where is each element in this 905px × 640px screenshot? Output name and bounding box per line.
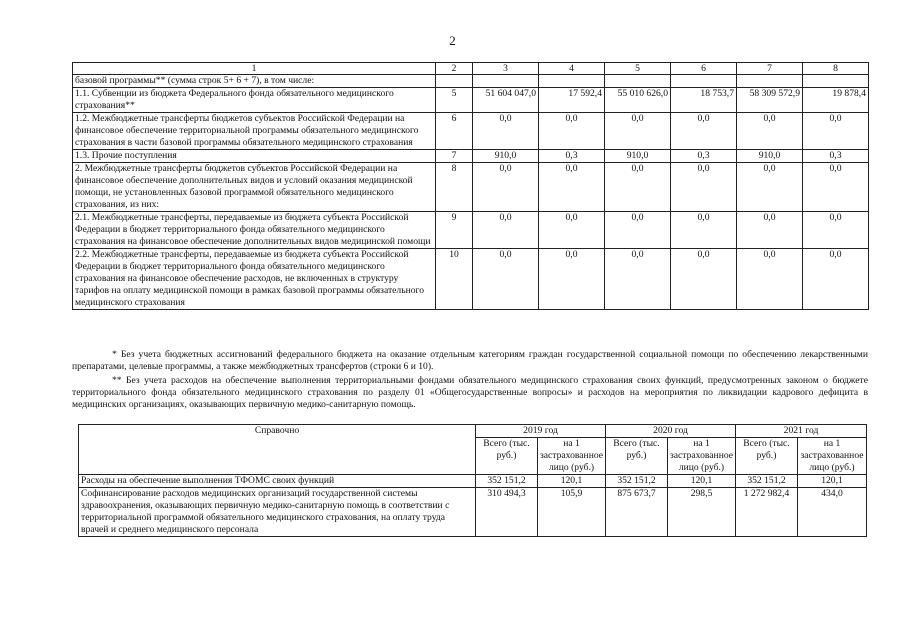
value-cell: 0,0 [539,113,605,150]
table-row [73,88,869,113]
col-total-header: Всего (тыс. руб.) [736,438,798,475]
value-cell: 310 494,3 [476,488,538,537]
value-cell [803,75,869,88]
value-cell [473,75,539,88]
row-label: 2.2. Межбюджетные трансферты, передаваемые из бюджета субъекта Российской Федерации в бюджет территориального фонда обязательного медицинского страхования на финансовое обеспечение расходов, не включенных в структуру тарифов на оплату медицинской помощи в рамках базовой программы обязательного медицинского страхования [73,249,436,310]
value-cell: 0,0 [671,163,737,212]
year-header: 2019 год [476,425,606,438]
year-header-row [79,425,867,438]
year-header: 2020 год [606,425,736,438]
reference-table [78,424,867,537]
col-total-header: Всего (тыс. руб.) [606,438,668,475]
budget-table [72,62,869,310]
table-row [73,163,869,212]
value-cell: 105,9 [538,488,606,537]
col-per-person-header: на 1 застрахованное лицо (руб.) [668,438,736,475]
value-cell: 120,1 [668,475,736,488]
row-label: 2. Межбюджетные трансферты бюджетов субъектов Российской Федерации на финансовое обеспечение дополнительных видов и условий оказания медицинской помощи, не установленных базовой программой обязательного медицинского страхования, из них: [73,163,436,212]
value-cell: 0,0 [605,212,671,249]
row-code [436,75,473,88]
value-cell: 0,0 [539,212,605,249]
value-cell: 352 151,2 [606,475,668,488]
value-cell: 0,0 [473,249,539,310]
table-row [79,475,867,488]
value-cell: 910,0 [737,150,803,163]
value-cell: 0,0 [803,212,869,249]
header-cell: 4 [539,63,605,75]
header-cell: 5 [605,63,671,75]
header-cell: 1 [73,63,436,75]
header-cell: 3 [473,63,539,75]
value-cell: 1 272 982,4 [736,488,798,537]
row-code: 7 [436,150,473,163]
table-row [73,113,869,150]
footnote-2: ** Без учета расходов на обеспечение выполнения территориальными фондами обязательного медицинского страхования своих функций, предусмотренных законом о бюджете территориального фонда обязательного медицинского страхования по разделу 01 «Общегосударственные вопросы» и расходов на мероприятия по ликвидации кадрового дефицита в медицинских организациях, оказывающих первичную медико-санитарную помощь. [72,375,868,410]
row-label: Софинансирование расходов медицинских организаций государственной системы здравоохранения, оказывающих первичную медико-санитарную помощь в соответствии с территориальной программой обязательного медицинского страхования, на оплату труда врачей и среднего медицинского персонала [79,488,476,537]
row-label: Расходы на обеспечение выполнения ТФОМС своих функций [79,475,476,488]
value-cell: 0,0 [737,212,803,249]
value-cell: 55 010 626,0 [605,88,671,113]
value-cell: 0,0 [803,163,869,212]
value-cell [671,75,737,88]
value-cell: 352 151,2 [476,475,538,488]
value-cell: 0,0 [803,249,869,310]
header-cell: 7 [737,63,803,75]
table-row [73,249,869,310]
table-row [73,75,869,88]
value-cell: 0,0 [737,113,803,150]
header-cell: 2 [436,63,473,75]
row-code: 6 [436,113,473,150]
table-row [79,488,867,537]
value-cell: 434,0 [798,488,867,537]
value-cell: 0,0 [605,249,671,310]
reference-label: Справочно [79,425,476,475]
value-cell: 0,0 [737,163,803,212]
row-code: 9 [436,212,473,249]
value-cell: 18 753,7 [671,88,737,113]
value-cell: 58 309 572,9 [737,88,803,113]
col-per-person-header: на 1 застрахованное лицо (руб.) [798,438,867,475]
row-label: 1.2. Межбюджетные трансферты бюджетов субъектов Российской Федерации на финансовое обеспечение территориальной программы обязательного медицинского страхования в части базовой программы обязательного медицинского страхования [73,113,436,150]
value-cell: 120,1 [538,475,606,488]
value-cell: 0,0 [473,113,539,150]
value-cell: 0,0 [671,113,737,150]
value-cell [605,75,671,88]
value-cell: 0,3 [671,150,737,163]
value-cell [539,75,605,88]
header-cell: 8 [803,63,869,75]
row-code: 10 [436,249,473,310]
value-cell: 0,0 [539,163,605,212]
value-cell: 910,0 [605,150,671,163]
value-cell: 0,0 [539,249,605,310]
row-code: 5 [436,88,473,113]
year-header: 2021 год [736,425,867,438]
value-cell: 0,3 [803,150,869,163]
row-label: 1.3. Прочие поступления [73,150,436,163]
value-cell: 0,0 [473,163,539,212]
value-cell: 17 592,4 [539,88,605,113]
value-cell: 19 878,4 [803,88,869,113]
table-header-row [73,63,869,75]
row-label: базовой программы** (сумма строк 5+ 6 + 7), в том числе: [73,75,436,88]
value-cell: 51 604 047,0 [473,88,539,113]
value-cell: 298,5 [668,488,736,537]
value-cell: 0,0 [671,249,737,310]
row-label: 2.1. Межбюджетные трансферты, передаваемые из бюджета субъекта Российской Федерации в бюджет территориального фонда обязательного медицинского страхования на финансовое обеспечение дополнительных видов медицинской помощи [73,212,436,249]
value-cell: 352 151,2 [736,475,798,488]
value-cell: 0,3 [539,150,605,163]
page-number: 2 [449,33,456,48]
value-cell [737,75,803,88]
value-cell: 0,0 [605,163,671,212]
value-cell: 0,0 [803,113,869,150]
value-cell: 910,0 [473,150,539,163]
row-code: 8 [436,163,473,212]
value-cell: 120,1 [798,475,867,488]
col-per-person-header: на 1 застрахованное лицо (руб.) [538,438,606,475]
header-cell: 6 [671,63,737,75]
table-row [73,212,869,249]
row-label: 1.1. Субвенции из бюджета Федерального фонда обязательного медицинского страхования** [73,88,436,113]
table-row [73,150,869,163]
footnotes [72,349,868,411]
footnote-1: * Без учета бюджетных ассигнований федерального бюджета на оказание отдельным категориям граждан государственной социальной помощи по обеспечению лекарственными препаратами, целевые программы, а также межбюджетных трансфертов (строки 6 и 10). [72,349,868,372]
col-total-header: Всего (тыс. руб.) [476,438,538,475]
value-cell: 875 673,7 [606,488,668,537]
value-cell: 0,0 [737,249,803,310]
value-cell: 0,0 [473,212,539,249]
value-cell: 0,0 [671,212,737,249]
value-cell: 0,0 [605,113,671,150]
